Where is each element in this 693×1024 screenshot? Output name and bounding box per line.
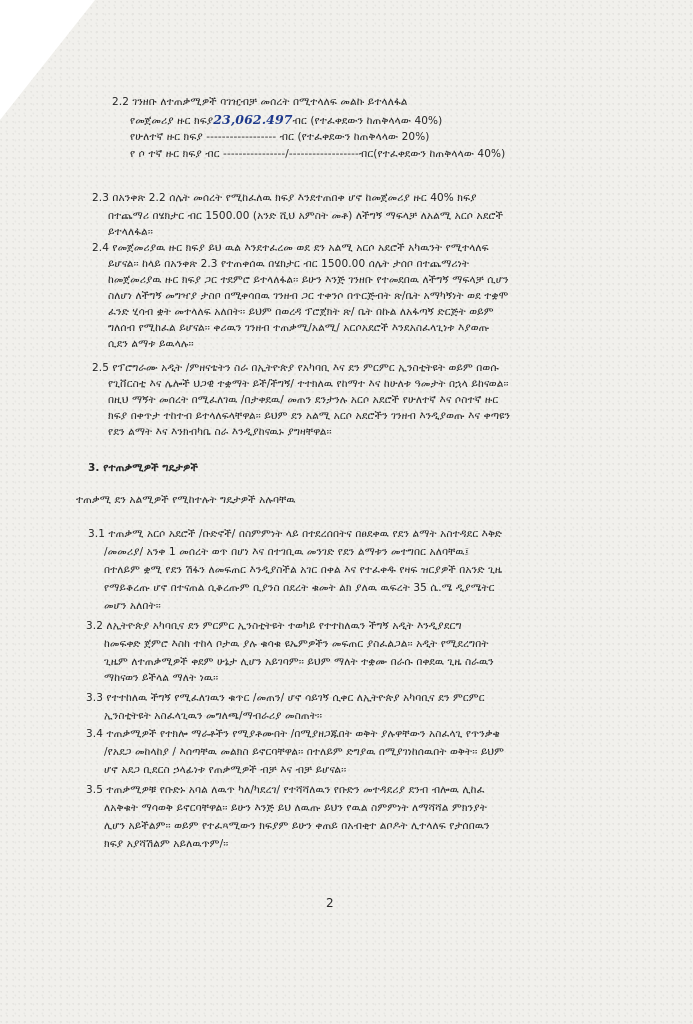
text-line: [92, 192, 477, 205]
line-text: 2.4 የመጀመሪያዉ ዙር ክፍያ ይህ ዉል እንደተፈረመ ወደ ደን አልሚ አርሶ አደሮች አካዉንት የሚተላለፍ: [92, 242, 489, 254]
text-line: [130, 131, 429, 144]
line-text: 2.5 የፕሮግራሙ አዲት /ምዘናቴትን ስራ በኢትዮጵያ የአካባቢ እና ደን ምርምር ኢንስቲትዩት ወይም በወሱ: [92, 362, 499, 374]
text-line: [108, 394, 498, 407]
line-text: ፈንድ ሂሳብ ቋት መተላለፍ አለበት፡፡ ይህም በወረዳ ፕሮጀክት ጽ/ ቤት በኩል ለአፋጣኝ ድርጅት ወይም: [108, 306, 494, 318]
text-line: [108, 322, 489, 335]
line-text: 2.3 በአንቀጽ 2.2 ሰሌት መሰረት የሚከፈለዉ ክፍያ እንደተጠበቀ ሆኖ ከመጀመሪያ ዙር 40% ክፍያ: [92, 192, 477, 204]
handwritten-amount: 23,062.497: [213, 112, 293, 127]
line-text: ግለሰብ የሚከፈል ይሆናል፡፡ ቀሪዉን ገንዘብ ተጠቃሚ/አልሚ/ አርሶአደሮች እንደአስፈላጊነቱ እያወጡ: [108, 322, 490, 334]
line-text: መሆን አለበት፡፡: [104, 600, 161, 612]
text-line: [104, 582, 495, 595]
line-text: 2.2 ገንዘቡ ለተጠቃሚዎች ባገዢብቻ መሰረት በሚተላለፍ መልኩ ይተላለፋል: [112, 96, 408, 108]
text-line: [86, 692, 485, 705]
line-text: /የአደጋ መከላከያ / እሰጣቸዉ መልክስ ይኖርባቸዋል፡፡ በተለይም ድግያዉ በሚያገነከሰዉበት ወቅት፡፡ ይህም: [104, 746, 505, 758]
text-line: [108, 378, 509, 391]
text-line: [86, 728, 500, 741]
line-text: የማይቆረጡ ሆኖ በተናጠል ሲቆረጡም ቢያንስ በደረት ቁመት ልክ ያለዉ ዉፍረት 35 ሴ.ሜ ዲያሜትር: [104, 582, 495, 594]
text-line: [108, 210, 503, 223]
text-line: [108, 290, 508, 303]
line-text: /መመሪያ/ አንቀ 1 መሰረት ወጥ በሆነ እና በተገቢዉ መንገድ የደን ልማቱን መተግበር አለባቸዉ፤: [104, 546, 469, 558]
text-line: [104, 564, 502, 577]
text-line: [112, 96, 408, 109]
line-text: በተለይም ቋሚ የደን ሽፋን ለመፍጠር እንዲያስችል አገር በቀል እና የተፈቀዱ የዛፍ ዝርያዎች በአንድ ጊዜ: [104, 564, 503, 576]
line-text: ተጠቃሚ ደን አልሚዎች የሚከተሉት ግዴታዎች አሉባቸዉ: [76, 494, 296, 506]
line-text: የደን ልማት እና እንክብካቤ ስራ እንዲያከናዉኑ ያግዛቸዋል፡፡: [108, 426, 332, 438]
text-line: [86, 784, 485, 797]
line-text: ከመፍቀድ ጀምሮ እስከ ተከላ ቦታዉ ያሉ ቁሳቁ ዩኤምዎችን መፍጠር ያስፈልጋል፡፡ አዲት የሚደረግበት: [104, 638, 489, 650]
text-line: [104, 746, 504, 759]
line-text: 3.1 ተጠቃሚ አርሶ አደሮች /ቡድኖች/ በስምምነት ላይ በተደረሰበትና በፀደቀዉ የደን ልማት አስተዳደር እቅድ: [88, 528, 502, 540]
line-text: ክፍያ በቀጥታ ተከተብ ይተላለፍላቸዋል፡፡ ይህም ደን አልሚ አርሶ አደሮችን ገንዘብ እንዲያወጡ እና ቀጣዩን: [108, 410, 511, 422]
line-text: የመጀመሪያ ዙር ክፍያ: [130, 115, 214, 127]
line-text: 3.2 ለኢትዮጵያ አካባቢና ደን ምርምር ኢንስቲትዩት ተወካይ የተተከለዉን ችግኝ አዲት እንዲያደርግ: [86, 620, 462, 632]
line-text: ለአቅቁት ማሳወቅ ይኖርባቸዋል፡፡ ይሁን እንጅ ይህ ለዉጡ ይህን የዉል ስምምነት ለማሻሻል ምክንያት: [104, 802, 487, 814]
line-text: የጊቨርስቲ እና ሌሎች ህጋዊ ተቋማት ይች/ችግኝ/ ተተክለዉ የከማተ እና ከሁለቱ ዓመታት በኋላ ይከናወል፡፡: [108, 378, 509, 390]
line-text: በዚህ ማኝት መሰረት በሚፈለገዉ /በታቀደዉ/ መጠን ደንታንሉ አርሶ አደሮች የሁለተኛ እና ሶስተኛ ዙር: [108, 394, 499, 406]
text-line: [130, 113, 442, 128]
text-line: [104, 802, 487, 815]
text-line: [108, 306, 494, 319]
page-number: 2: [326, 896, 334, 910]
text-line: [104, 820, 490, 833]
line-text: ጊዜም ለተጠቃሚዎች ቀደም ሁኔታ ሊሆን አይገባም፡፡ ይህም ማለት ተቋሙ በራሱ በቀደዉ ጊዜ ስራዉን: [104, 656, 494, 668]
text-line: [104, 638, 489, 651]
text-line: [104, 764, 346, 777]
line-text: ስለሆነ ለችግኝ መግዣያ ታስቦ በሚቀሳበዉ ገንዘብ ጋር ተቀንሶ በጥርጅብት ጽ/ቤት አማካኝነት ወደ ተቋሞ: [108, 290, 509, 302]
line-text: ሆኖ አደጋ ቢደርስ ኃላፊነቱ የጠቃሚዎች ብቻ እና ብቻ ይሆናል፡፡: [104, 764, 347, 776]
text-line: [92, 362, 499, 375]
line-text: ማከናወን ይችላል ማለት ነዉ፡፡: [104, 672, 219, 684]
line-text: ሊሆን አይችልም፡፡ ወይም የተፈጻሚውን ክፍያም ይሁን ቀጠይ በአብቂተ ልቦዶት ሊተላለፍ የታሰበዉን: [104, 820, 490, 832]
text-line: [108, 258, 469, 271]
line-text: 3.3 የተተከለዉ ችግኝ የሚፈለገዉን ቁጥር /መጠን/ ሆኖ ሳይገኝ ሲቀር ለኢትዮጵያ አካባቢና ደን ምርምር: [86, 692, 485, 704]
text-line: [104, 838, 228, 851]
line-text: ይተላለፋል፡፡: [108, 226, 153, 238]
text-line: [92, 242, 489, 255]
text-line: [76, 494, 296, 507]
folded-corner: [0, 0, 95, 120]
text-line: [104, 710, 322, 723]
text-line: [104, 656, 494, 669]
line-text: ሲደን ልማቱ ይዉላሉ፡፡: [108, 338, 194, 350]
text-line: [108, 426, 332, 439]
line-text-after: ብር (የተፈቀደውን ከጠቅላላው 40%): [292, 115, 443, 127]
line-text: 3. የተጠቃሚዎች ግዴታዎች: [88, 462, 198, 474]
line-text: ከመጀመሪያዉ ዙር ክፍያ ጋር ተደምሮ ይተላለፋል፡፡ ይሁን እንጅ ገንዘቡ የተመደበዉ ለችግኝ ማፍላቻ ሲሆን: [108, 274, 509, 286]
text-line: [104, 600, 161, 613]
text-line: [108, 274, 509, 287]
line-text: ይሆናል፡፡ ከላይ በአንቀጽ 2.3 የተጠቀሰዉ በሄክታር ብር 1500.00 ሰሌት ታሰቦ በተጨማሪነት: [108, 258, 470, 270]
line-text: በተጨማሪ በሄክታር ብር 1500.00 (አንድ ሺህ አምስት መቶ) ለችግኝ ማፍላቻ ለአልሚ አርሶ አደሮች: [108, 210, 504, 222]
line-text: ክፍያ አያሻሽልም አይለዉጥም/፡፡: [104, 838, 229, 850]
line-text: የ ሶ ተኛ ዙር ክፍያ ብር ----------------/------------------ብር(የተፈቀደውን ከጠቅላላው 40%): [130, 148, 506, 160]
text-line: [104, 672, 218, 685]
text-line: [104, 546, 469, 559]
line-text: ኢንስቲትዩት አስፈላጊዉን መግለጫ/ማብራሪያ መስጠት፡፡: [104, 710, 323, 722]
text-line: [108, 410, 510, 423]
text-line: [88, 528, 502, 541]
text-line: [88, 462, 198, 475]
line-text: 3.5 ተጠቃሚዎቹ የቡድኑ አባል ለዉጥ ካለ/ካደረገ/ የተሻሻለዉን የቡድን መተዳደሪያ ደንብ ብሎዉ ሊከፈ: [86, 784, 485, 796]
line-text: 3.4 ተጠቃሚዎች የተክሎ ማራቶችን የሚያቶሙበት /በሚያዘጋጁበት ወቅት ያሉዋቸውን አስፈላጊ የጥንቃቄ: [86, 728, 500, 740]
text-line: [108, 226, 153, 239]
line-text: የሁለተኛ ዙር ክፍያ ------------------ ብር (የተፈቀደውን ከጠቅላላው 20%): [130, 131, 430, 143]
text-line: [108, 338, 194, 351]
text-line: [86, 620, 462, 633]
text-line: [130, 148, 505, 161]
